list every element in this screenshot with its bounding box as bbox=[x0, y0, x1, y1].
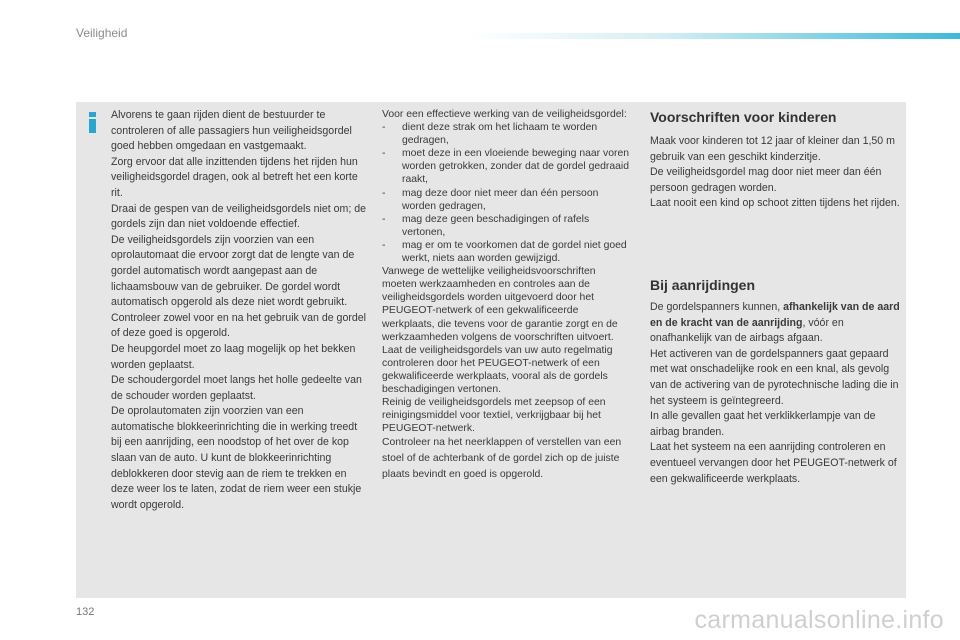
paragraph: Reinig de veiligheidsgordels met zeepsop of een reinigingsmiddel voor textiel, verkrijgbaar bij het PEUGEOT-netwerk. bbox=[382, 397, 606, 435]
paragraph: De gordelspanners kunnen, afhankelijk van de aard en de kracht van de aanrijding, vóór en onafhankelijk van de airbags afgaan. bbox=[650, 300, 900, 345]
paragraph: De veiligheidsgordel mag door niet meer dan één persoon gedragen worden. bbox=[650, 166, 882, 194]
paragraph: Laat de veiligheidsgordels van uw auto regelmatig controleren door het PEUGEOT-netwerk of een gekwalificeerde werkplaats, vooral als de gordels beschadigingen vertonen. bbox=[382, 344, 613, 395]
chapter-title: Veiligheid bbox=[76, 26, 128, 40]
paragraph: Alvorens te gaan rijden dient de bestuurder te controleren of alle passagiers hun veiligheidsgordel goed hebben omgedaan en vastgemaakt. bbox=[111, 109, 352, 153]
column-right bbox=[650, 108, 900, 487]
paragraph: Maak voor kinderen tot 12 jaar of kleiner dan 1,50 m gebruik van een geschikt kinderzitje. bbox=[650, 135, 895, 163]
list-item: - dient deze strak om het lichaam te worden gedragen, bbox=[382, 122, 598, 147]
paragraph: De schoudergordel moet langs het holle gedeelte van de schouder worden geplaatst. bbox=[111, 374, 362, 402]
paragraph: Zorg ervoor dat alle inzittenden tijdens het rijden hun veiligheidsgordel dragen, ook al betreft het een korte rit. bbox=[111, 155, 358, 199]
header-stripe bbox=[470, 33, 960, 39]
info-icon bbox=[88, 112, 97, 132]
column-middle bbox=[382, 108, 632, 482]
list-item: - moet deze in een vloeiende beweging naar voren worden getrokken, zonder dat de gordel gedraaid raakt, bbox=[382, 148, 630, 186]
section-heading: Voorschriften voor kinderen bbox=[650, 109, 837, 125]
watermark: carmanualsonline.info bbox=[694, 606, 944, 634]
list-item: - mag deze door niet meer dan één persoon worden gedragen, bbox=[382, 187, 599, 212]
paragraph: Controleer zowel voor en na het gebruik van de gordel of deze goed is opgerold. bbox=[111, 311, 366, 340]
section-heading: Bij aanrijdingen bbox=[650, 276, 756, 293]
column-left bbox=[111, 108, 366, 513]
paragraph: De heupgordel moet zo laag mogelijk op het bekken worden geplaatst. bbox=[111, 342, 356, 371]
paragraph: Controleer na het neerklappen of verstellen van een stoel of de achterbank of de gordel zich op de juiste plaats bevindt en goed is opgerold. bbox=[382, 437, 622, 480]
emphasis: afhankelijk van de aard en de kracht van de aanrijding bbox=[650, 300, 900, 329]
paragraph: Laat het systeem na een aanrijding controleren en eventueel vervangen door het PEUGEOT-netwerk of een gekwalificeerde werkplaats. bbox=[650, 441, 897, 485]
intro-text: Voor een effectieve werking van de veiligheidsgordel: bbox=[382, 109, 627, 120]
list-item: - mag deze geen beschadigingen of rafels vertonen, bbox=[382, 213, 590, 238]
list-item: - mag er om te voorkomen dat de gordel niet goed werkt, niets aan worden gewijzigd. bbox=[382, 239, 627, 265]
page-number: 132 bbox=[76, 606, 95, 618]
paragraph: Laat nooit een kind op schoot zitten tijdens het rijden. bbox=[650, 197, 900, 210]
paragraph: Het activeren van de gordelspanners gaat gepaard met wat onschadelijke rook en een knal, als gevolg van de activering van de pyrotechnische lading die in het systeem is geïntegreerd. bbox=[650, 347, 899, 407]
paragraph: Draai de gespen van de veiligheidsgordels niet om; de gordels zijn dan niet voldoende effectief. bbox=[111, 202, 367, 231]
paragraph: Vanwege de wettelijke veiligheidsvoorschriften moeten werkzaamheden en controles aan de veiligheidsgordels worden uitgevoerd door het PEUGEOT-netwerk of een gekwalificeerde werkplaats, die tevens voor de garantie zorgt en de werkzaamheden volgens de voorschriften uitvoert. bbox=[382, 266, 618, 343]
paragraph: De veiligheidsgordels zijn voorzien van een oprolautomaat die ervoor zorgt dat de lengte van de gordel automatisch wordt aangepast aan de lichaamsbouw van de gebruiker. De gordel wordt automatisch opgerold als deze niet wordt gebruikt. bbox=[111, 233, 355, 309]
paragraph: In alle gevallen gaat het verklikkerlampje van de airbag branden. bbox=[650, 410, 876, 438]
paragraph: De oprolautomaten zijn voorzien van een automatische blokkeerinrichting die in werking treedt bij een aanrijding, een noodstop of het over de kop slaan van de auto. U kunt de blokkeerinrichting deblokkeren door stevig aan de riem te trekken en deze weer los te laten, zodat de riem weer een stukje wordt opgerold. bbox=[111, 405, 362, 511]
